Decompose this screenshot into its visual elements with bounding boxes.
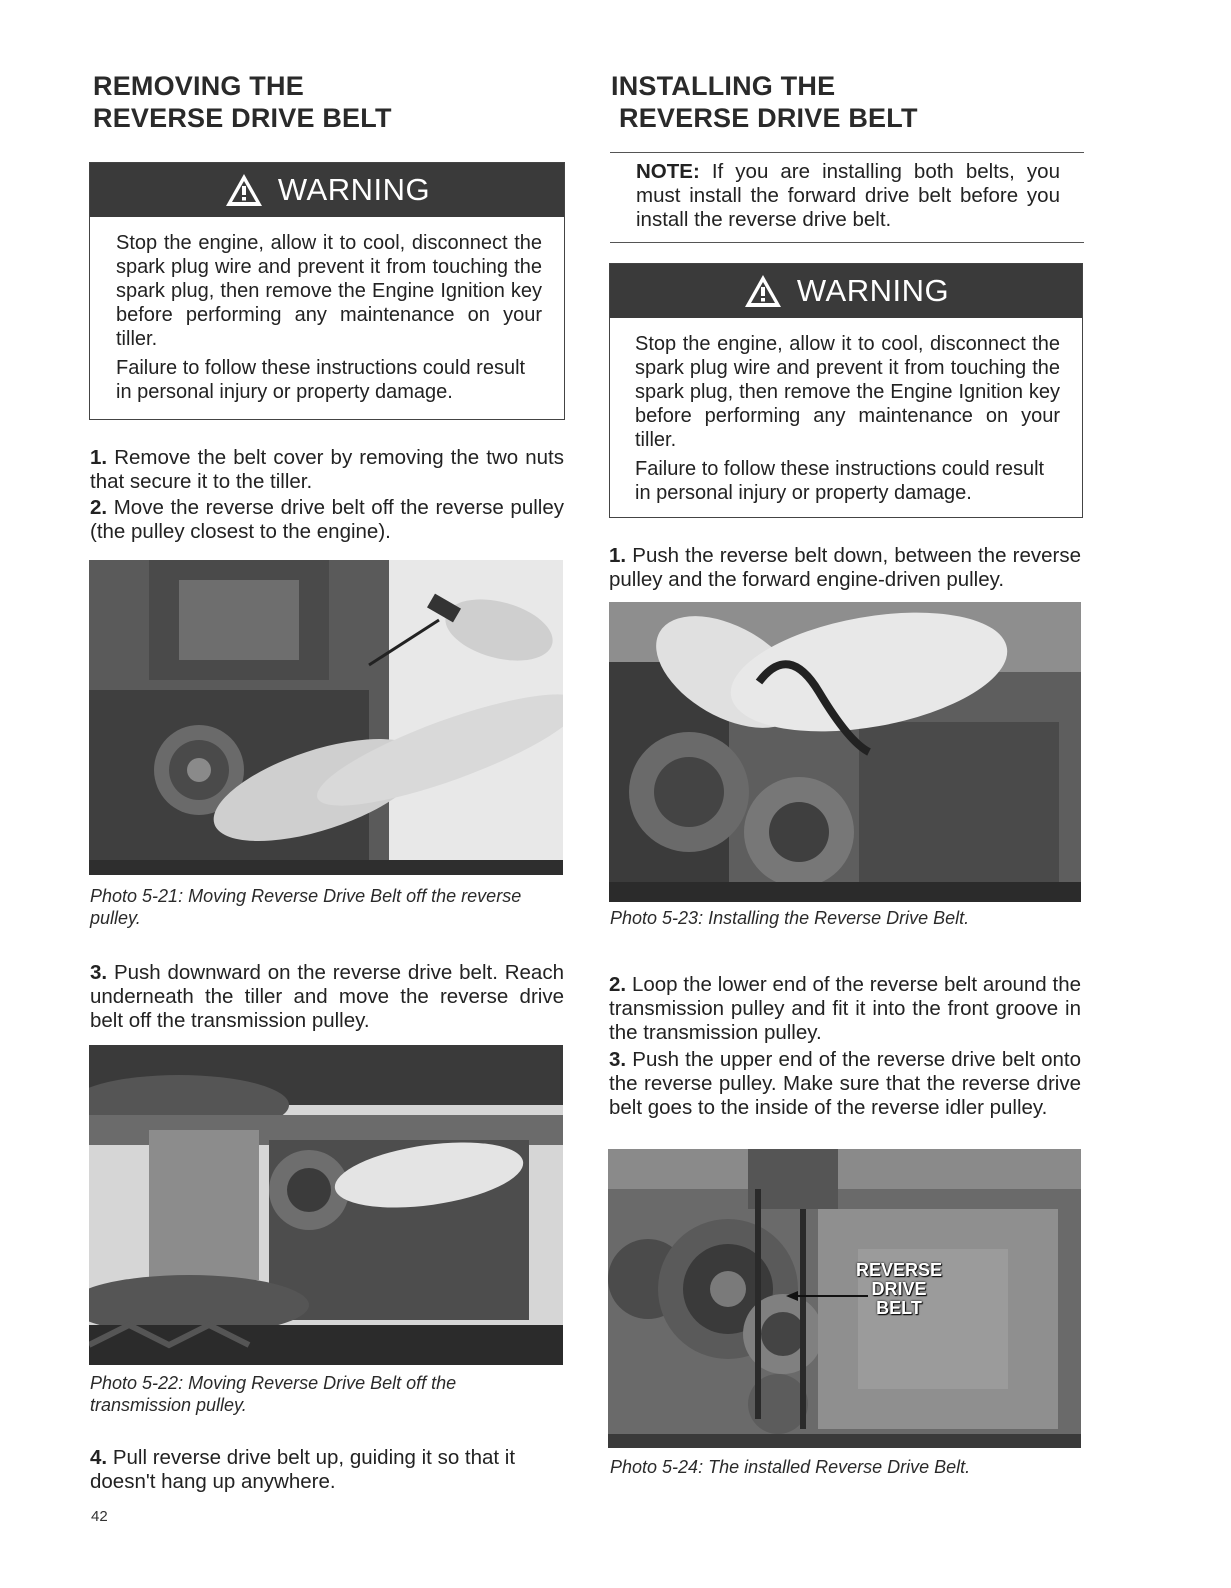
left-step-3-text: Push downward on the reverse drive belt. Reach underneath the tiller and move the reverse drive belt off the transmission pulley. xyxy=(90,961,564,1032)
photo-5-24-caption: Photo 5-24: The installed Reverse Drive Belt. xyxy=(610,1457,971,1477)
right-warning-text-1: Stop the engine, allow it to cool, disconnect the spark plug wire and prevent it from touching the spark plug, then remove the Engine Ignition key before performing any maintenance on your tiller. xyxy=(635,333,1060,451)
note-block xyxy=(636,160,1060,232)
left-warning-title: WARNING xyxy=(277,172,431,207)
left-warning-text-2: Failure to follow these instructions could result in personal injury or property damage. xyxy=(116,357,526,403)
photo-5-23-caption: Photo 5-23: Installing the Reverse Drive Belt. xyxy=(610,908,970,928)
left-step-1 xyxy=(90,446,564,494)
photo-5-21 xyxy=(89,560,563,875)
left-warning-box xyxy=(89,162,565,420)
right-step-1-num: 1. xyxy=(609,544,627,567)
photo-5-22 xyxy=(89,1045,563,1365)
photo-5-23 xyxy=(609,602,1081,902)
left-heading-line1: REMOVING THE xyxy=(93,71,304,101)
right-heading-line1: INSTALLING THE xyxy=(611,71,836,101)
left-step-1-num: 1. xyxy=(90,446,108,469)
left-warning-text-1: Stop the engine, allow it to cool, disconnect the spark plug wire and prevent it from touching the spark plug, then remove the Engine Ignition key before performing any maintenance on your tiller. xyxy=(116,232,542,350)
left-step-2-num: 2. xyxy=(90,496,108,519)
right-step-1 xyxy=(609,544,1081,592)
left-step-2 xyxy=(90,496,564,544)
right-warning-body xyxy=(610,318,1082,520)
left-heading xyxy=(93,70,392,134)
right-step-3 xyxy=(609,1048,1081,1120)
photo-5-22-caption: Photo 5-22: Moving Reverse Drive Belt off the transmission pulley. xyxy=(90,1373,457,1415)
left-steps-1-2 xyxy=(90,446,564,544)
warning-triangle-icon xyxy=(743,273,783,309)
left-step-3-num: 3. xyxy=(90,961,108,984)
reverse-label-line2: DRIVE xyxy=(871,1279,927,1299)
right-warning-title: WARNING xyxy=(796,273,950,308)
right-warning-text-2: Failure to follow these instructions could result in personal injury or property damage. xyxy=(635,458,1045,504)
left-step-3 xyxy=(90,961,564,1033)
right-step-2 xyxy=(609,973,1081,1045)
right-step-3-text: Push the upper end of the reverse drive belt onto the reverse pulley. Make sure that the reverse drive belt goes to the inside of the reverse idler pulley. xyxy=(609,1048,1081,1119)
photo-5-21-caption: Photo 5-21: Moving Reverse Drive Belt off the reverse pulley. xyxy=(90,886,522,928)
left-step-4-num: 4. xyxy=(90,1446,108,1469)
right-heading-line2: REVERSE DRIVE BELT xyxy=(619,103,918,133)
left-heading-line2: REVERSE DRIVE BELT xyxy=(93,103,392,133)
left-warning-banner xyxy=(90,163,564,217)
right-heading xyxy=(611,70,918,134)
right-steps-2-3 xyxy=(609,973,1081,1120)
reverse-label-line3: BELT xyxy=(876,1298,922,1318)
right-step-1-text: Push the reverse belt down, between the reverse pulley and the forward engine-driven pulley. xyxy=(609,544,1081,591)
right-warning-banner xyxy=(610,264,1082,318)
left-step-2-text: Move the reverse drive belt off the reverse pulley (the pulley closest to the engine). xyxy=(90,496,564,543)
note-bottom-rule xyxy=(610,242,1084,243)
reverse-drive-belt-label xyxy=(844,1261,954,1318)
warning-triangle-icon xyxy=(224,172,264,208)
left-step-1-text: Remove the belt cover by removing the two nuts that secure it to the tiller. xyxy=(90,446,564,493)
left-step-4-text: Pull reverse drive belt up, guiding it so that it doesn't hang up anywhere. xyxy=(90,1446,516,1493)
right-warning-box xyxy=(609,263,1083,518)
note-text: If you are installing both belts, you must install the forward drive belt before you install the reverse drive belt. xyxy=(636,160,1060,231)
photo-5-24 xyxy=(608,1149,1081,1448)
left-warning-body xyxy=(90,217,564,419)
right-step-3-num: 3. xyxy=(609,1048,627,1071)
note-top-rule xyxy=(610,152,1084,153)
right-step-2-num: 2. xyxy=(609,973,627,996)
left-step-4 xyxy=(90,1446,564,1494)
reverse-label-line1: REVERSE xyxy=(855,1260,943,1280)
page-number: 42 xyxy=(91,1508,108,1525)
right-step-2-text: Loop the lower end of the reverse belt around the transmission pulley and fit it into the front groove in the transmission pulley. xyxy=(609,973,1081,1044)
note-label: NOTE: xyxy=(636,160,700,183)
